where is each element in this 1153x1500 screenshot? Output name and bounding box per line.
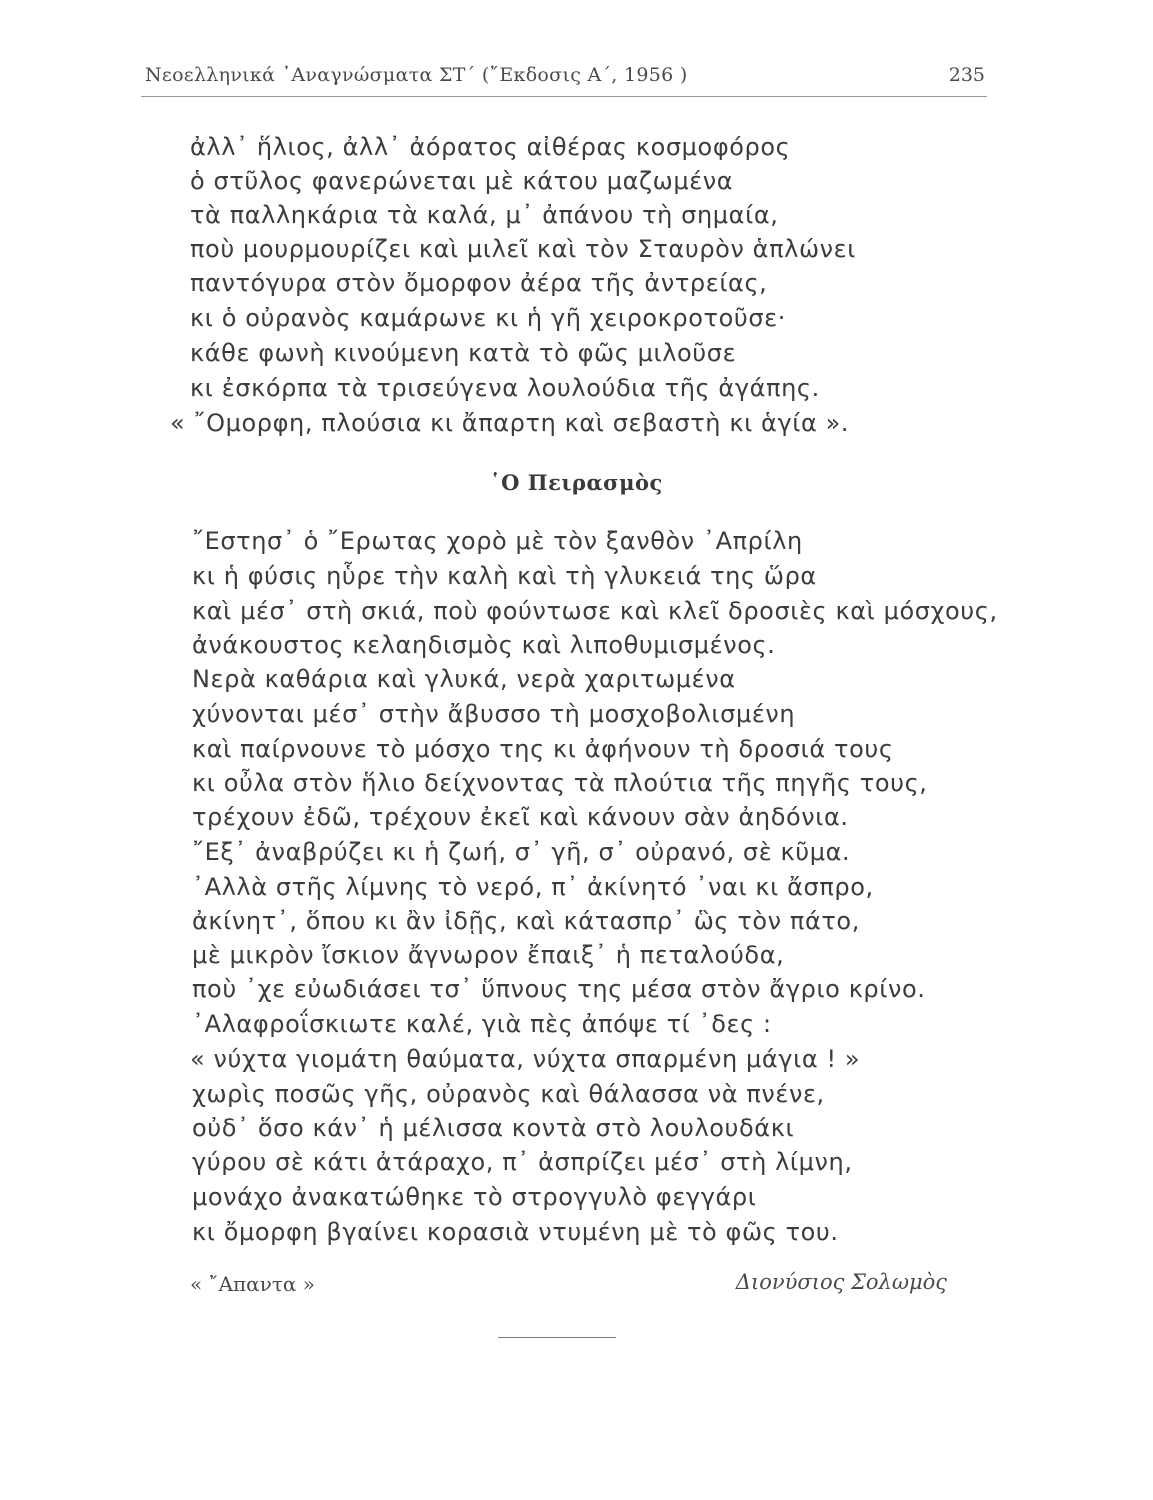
verse-line: κι οὖλα στὸν ἥλιο δείχνοντας τὰ πλούτια τῆς πηγῆς τους, [192, 769, 928, 797]
verse-line: οὐδ᾿ ὅσο κάν᾿ ἡ μέλισσα κοντὰ στὸ λουλουδάκι [192, 1114, 795, 1142]
verse-line: καὶ μέσ᾿ στὴ σκιά, ποὺ φούντωσε καὶ κλεῖ δροσιὲς καὶ μόσχους, [192, 597, 998, 625]
verse-line: ἀνάκουστος κελαηδισμὸς καὶ λιποθυμισμένος. [192, 631, 776, 659]
verse-line: ποὺ μουρμουρίζει καὶ μιλεῖ καὶ τὸν Σταυρὸν ἁπλώνει [190, 235, 856, 263]
verse-line: ἀκίνητ᾿, ὅπου κι ἂν ἰδῇς, καὶ κάτασπρ᾿ ὣς τὸν πάτο, [192, 907, 860, 935]
verse-line: κι ἡ φύσις ηὗρε τὴν καλὴ καὶ τὴ γλυκειά της ὥρα [192, 562, 817, 590]
verse-line: παντόγυρα στὸν ὄμορφον ἀέρα τῆς ἀντρείας, [190, 269, 768, 297]
verse-line: γύρου σὲ κάτι ἀτάραχο, π᾿ ἀσπρίζει μέσ᾿ στὴ λίμνη, [192, 1148, 853, 1176]
verse-line: ὁ στῦλος φανερώνεται μὲ κάτου μαζωμένα [190, 167, 734, 195]
verse-line: μονάχο ἀνακατώθηκε τὸ στρογγυλὸ φεγγάρι [192, 1183, 757, 1211]
verse-line: ῎Εστησ᾿ ὁ ῎Ερωτας χορὸ μὲ τὸν ξανθὸν ᾿Απρίλη [192, 527, 803, 555]
verse-line: « νύχτα γιομάτη θαύματα, νύχτα σπαρμένη μάγια ! » [190, 1045, 861, 1073]
verse-line: ῎Εξ᾿ ἀναβρύζει κι ἡ ζωή, σ᾿ γῆ, σ᾿ οὐρανό, σὲ κῦμα. [192, 838, 851, 866]
verse-line: τρέχουν ἐδῶ, τρέχουν ἐκεῖ καὶ κάνουν σὰν ἀηδόνια. [192, 803, 849, 831]
verse-line: ἀλλ᾿ ἥλιος, ἀλλ᾿ ἀόρατος αἰθέρας κοσμοφόρος [190, 133, 791, 161]
verse-line: κι ὄμορφη βγαίνει κορασιὰ ντυμένη μὲ τὸ φῶς του. [192, 1218, 839, 1246]
running-head [141, 62, 987, 97]
page-number: 235 [948, 64, 985, 86]
verse-line: καὶ παίρνουνε τὸ μόσχο της κι ἀφήνουν τὴ δροσιά τους [192, 735, 894, 763]
source-citation: « ῎Απαντα » [190, 1272, 316, 1296]
verse-line: χύνονται μέσ᾿ στὴν ἄβυσσο τὴ μοσχοβολισμένη [192, 700, 796, 728]
author-name: Διονύσιος Σολωμὸς [735, 1270, 947, 1294]
verse-line: χωρὶς ποσῶς γῆς, οὐρανὸς καὶ θάλασσα νὰ πνένε, [192, 1080, 825, 1108]
verse-line: ποὺ ᾿χε εὐωδιάσει τσ᾿ ὕπνους της μέσα στὸν ἄγριο κρίνο. [192, 975, 926, 1003]
book-title: Νεοελληνικά ᾿Αναγνώσματα ΣΤ΄ (῎Εκδοσις Α΄, 1956 ) [145, 64, 688, 86]
verse-line: ᾿Αλλὰ στῆς λίμνης τὸ νερό, π᾿ ἀκίνητό ᾿ναι κι ἄσπρο, [192, 873, 874, 901]
end-rule [498, 1337, 616, 1338]
verse-line: τὰ παλληκάρια τὰ καλά, μ᾿ ἀπάνου τὴ σημαία, [190, 201, 779, 229]
section-title: ῾Ο Πειρασμὸς [490, 470, 663, 495]
verse-line: « ῎Ομορφη, πλούσια κι ἄπαρτη καὶ σεβαστὴ κι ἁγία ». [170, 409, 850, 437]
verse-line: ᾿Αλαφροΐσκιωτε καλέ, γιὰ πὲς ἀπόψε τί ᾿δες : [192, 1010, 772, 1038]
verse-line: μὲ μικρὸν ἴσκιον ἄγνωρον ἔπαιξ᾿ ἡ πεταλούδα, [192, 941, 785, 969]
verse-line: κάθε φωνὴ κινούμενη κατὰ τὸ φῶς μιλοῦσε [190, 339, 737, 367]
verse-line: Νερὰ καθάρια καὶ γλυκά, νερὰ χαριτωμένα [192, 665, 736, 693]
verse-line: κι ἐσκόρπα τὰ τρισεύγενα λουλούδια τῆς ἀγάπης. [190, 374, 820, 402]
verse-line: κι ὁ οὐρανὸς καμάρωνε κι ἡ γῆ χειροκροτοῦσε· [190, 304, 786, 332]
